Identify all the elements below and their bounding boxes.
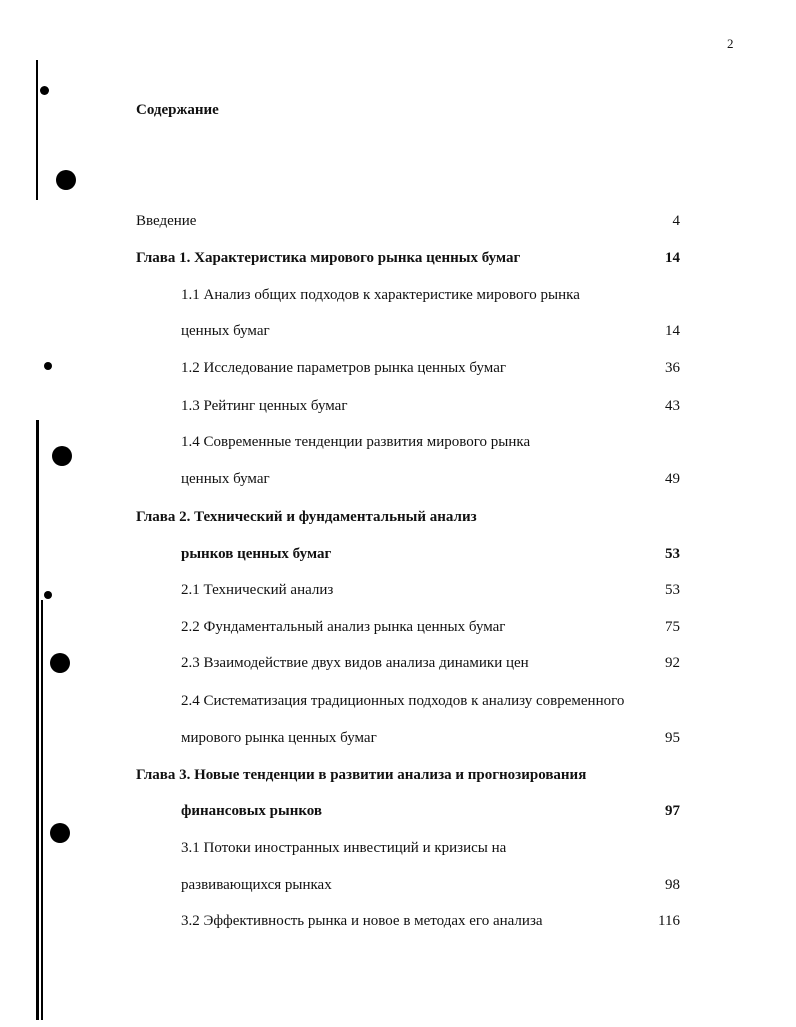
toc-entry-page: 116 [658,913,680,929]
toc-entry [181,434,680,456]
toc-entry-page: 4 [672,213,680,229]
toc-entry-title: Глава 3. Новые тенденции в развитии анализа и прогнозирования [136,767,587,783]
toc-entry [136,250,680,272]
toc-entry [181,803,680,825]
toc-entry [181,287,680,309]
toc-entry [181,619,680,641]
toc-entry-title: ценных бумаг [181,323,270,339]
toc-entry-title: рынков ценных бумаг [181,546,332,562]
toc-entry-page: 53 [665,582,680,598]
toc-entry [181,840,680,862]
toc-entry [136,509,680,531]
toc-entry-page: 43 [665,398,680,414]
toc-entry-title: ценных бумаг [181,471,270,487]
toc-entry [181,655,680,677]
toc-entry-title: 1.2 Исследование параметров рынка ценных бумаг [181,360,506,376]
toc-entry-title: 2.3 Взаимодействие двух видов анализа динамики цен [181,655,529,671]
toc-entry-page: 97 [665,803,680,819]
toc-entry-page: 53 [665,546,680,562]
page-title: Содержание [136,102,219,118]
toc-entry-title: 3.1 Потоки иностранных инвестиций и кризисы на [181,840,507,856]
toc-entry [181,582,680,604]
toc-entry-title: Глава 2. Технический и фундаментальный анализ [136,509,477,525]
toc-entry [181,877,680,899]
toc-entry-title: развивающихся рынках [181,877,332,893]
toc-entry-title: 2.2 Фундаментальный анализ рынка ценных бумаг [181,619,506,635]
toc-entry-title: 1.4 Современные тенденции развития мирового рынка [181,434,531,450]
toc-entry-page: 36 [665,360,680,376]
toc-entry [136,767,680,789]
toc-entry-page: 14 [665,323,680,339]
toc-entry [136,213,680,235]
toc-entry-title: мирового рынка ценных бумаг [181,730,377,746]
toc-entry-title: 2.1 Технический анализ [181,582,334,598]
toc-entry-title: Глава 1. Характеристика мирового рынка ценных бумаг [136,250,521,266]
toc-entry-page: 95 [665,730,680,746]
toc-entry-title: 3.2 Эффективность рынка и новое в методах его анализа [181,913,543,929]
toc-entry-title: 1.1 Анализ общих подходов к характеристике мирового рынка [181,287,580,303]
toc-entry [181,693,680,715]
toc-entry-title: Введение [136,213,197,229]
toc-entry [181,730,680,752]
toc-entry [181,913,680,935]
toc-entry-page: 75 [665,619,680,635]
toc-entry [181,323,680,345]
page-number: 2 [727,36,734,51]
toc-entry-page: 49 [665,471,680,487]
toc-entry-title: 1.3 Рейтинг ценных бумаг [181,398,348,414]
toc-entry-page: 92 [665,655,680,671]
toc-entry-title: 2.4 Систематизация традиционных подходов к анализу современного [181,693,625,709]
toc-entry [181,471,680,493]
toc-entry-title: финансовых рынков [181,803,323,819]
toc-entry-page: 98 [665,877,680,893]
toc-entry [181,546,680,568]
toc-entry [181,360,680,382]
toc-entry [181,398,680,420]
toc-entry-page: 14 [665,250,680,266]
